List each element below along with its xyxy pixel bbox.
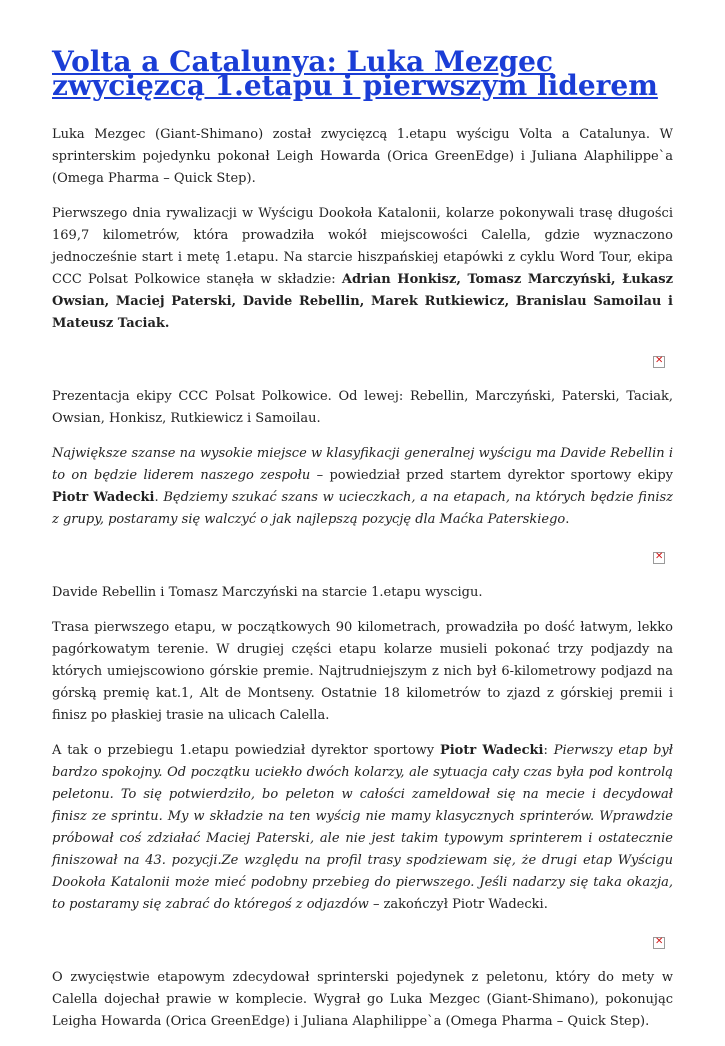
quote-attribution: – powiedział przed startem dyrektor sportowy ekipy [310,468,673,483]
paragraph-intro: Luka Mezgec (Giant-Shimano) został zwycięzcą 1.etapu wyścigu Volta a Catalunya. W sprinterskim pojedynku pokonał Leigh Howarda (Orica GreenEdge) i Juliana Alaphilippe`a (Omega Pharma – Quick Step). [52,127,673,186]
image-start [52,544,673,582]
director-name: Piotr Wadecki [52,490,155,505]
team-text: Pierwszego dnia rywalizacji w Wyścigu Dookoła Katalonii, kolarze pokonywali trasę długości 169,7 kilometrów, która prowadziła wokół miejscowości Calella, gdzie wyznaczono jednocześnie start i metę 1.etapu. Na starcie hiszpańskiej etapówki z cyklu Word Tour, ekipa CCC Polsat Polkowice stanęła w składzie: [52,206,673,287]
summary-intro: A tak o przebiegu 1.etapu powiedział dyrektor sportowy [52,743,440,758]
image-team [52,348,673,386]
quote-plan: Będziemy szukać szans w ucieczkach, a na etapach, na których będzie finisz z grupy, postaramy się walczyć o jak najlepszą pozycję dla Maćka Paterskiego [52,490,673,527]
caption-start: Davide Rebellin i Tomasz Marczyński na starcie 1.etapu wyscigu. [52,585,483,600]
quote-leader: Największe szanse na wysokie miejsce w klasyfikacji generalnej wyścigu ma Davide Rebellin i to on będzie liderem naszego zespołu [52,446,673,483]
article [52,45,674,1046]
team-riders: Adrian Honkisz, Tomasz Marczyński, Łukasz Owsian, Maciej Paterski, Davide Rebellin, Marek Rutkiewicz, Branislau Samoilau i Mateusz Taciak. [52,272,674,331]
punct: : [543,743,554,758]
broken-image-icon: ✕ [655,551,664,562]
article-title[interactable]: Volta a Catalunya: Luka Mezgec zwycięzcą 1.etapu i pierwszym liderem [52,45,658,102]
paragraph-director-summary [52,740,673,916]
paragraph-route: Trasa pierwszego etapu, w początkowych 90 kilometrach, prowadziła po dość łatwym, lekko pagórkowatym terenie. W drugiej części etapu kolarze musieli pokonać trzy podjazdy na których umiejscowiono górskie premie. Najtrudniejszym z nich był 6-kilometrowy podjazd na górską premię kat.1, Alt de Montseny. Ostatnie 18 kilometrów to zjazd z górskiej premii i finisz po płaskiej trasie na ulicach Calella. [52,620,673,723]
punct: . [565,512,570,527]
paragraph-quote-start [52,443,673,531]
broken-image-icon: ✕ [655,355,664,366]
paragraph-result: O zwycięstwie etapowym zdecydował sprinterski pojedynek z peletonu, który do mety w Calella dojechał prawie w komplecie. Wygrał go Luka Mezgec (Giant-Shimano), pokonując Leigha Howarda (Orica GreenEdge) i Juliana Alaphilippe`a (Omega Pharma – Quick Step). [52,970,673,1029]
punct: . [154,490,159,505]
image-finish [52,929,673,967]
summary-end: – zakończył Piotr Wadecki. [368,897,548,912]
director-name: Piotr Wadecki [439,743,544,758]
paragraph-team [52,203,673,335]
broken-image-icon: ✕ [655,936,664,947]
caption-team: Prezentacja ekipy CCC Polsat Polkowice. Od lewej: Rebellin, Marczyński, Paterski, Taciak, Owsian, Honkisz, Rutkiewicz i Samoilau. [52,389,673,426]
summary-quote: Pierwszy etap był bardzo spokojny. Od początku uciekło dwóch kolarzy, ale sytuacja cały czas była pod kontrolą peletonu. To się potwierdziło, bo peleton w całości zameldował się na mecie i decydował finisz ze sprintu. My w składzie na ten wyścig nie mamy klasycznych sprinterów. Wprawdzie próbował coś zdziałać Maciej Paterski, ale nie jest takim typowym sprinterem i ostatecznie finiszował na 43. pozycji.Ze względu na profil trasy spodziewam się, że drugi etap Wyścigu Dookoła Katalonii może mieć podobny przebieg do pierwszego. Jeśli nadarzy się taka okazja, to postaramy się zabrać do któregoś z odjazdów [52,743,673,912]
